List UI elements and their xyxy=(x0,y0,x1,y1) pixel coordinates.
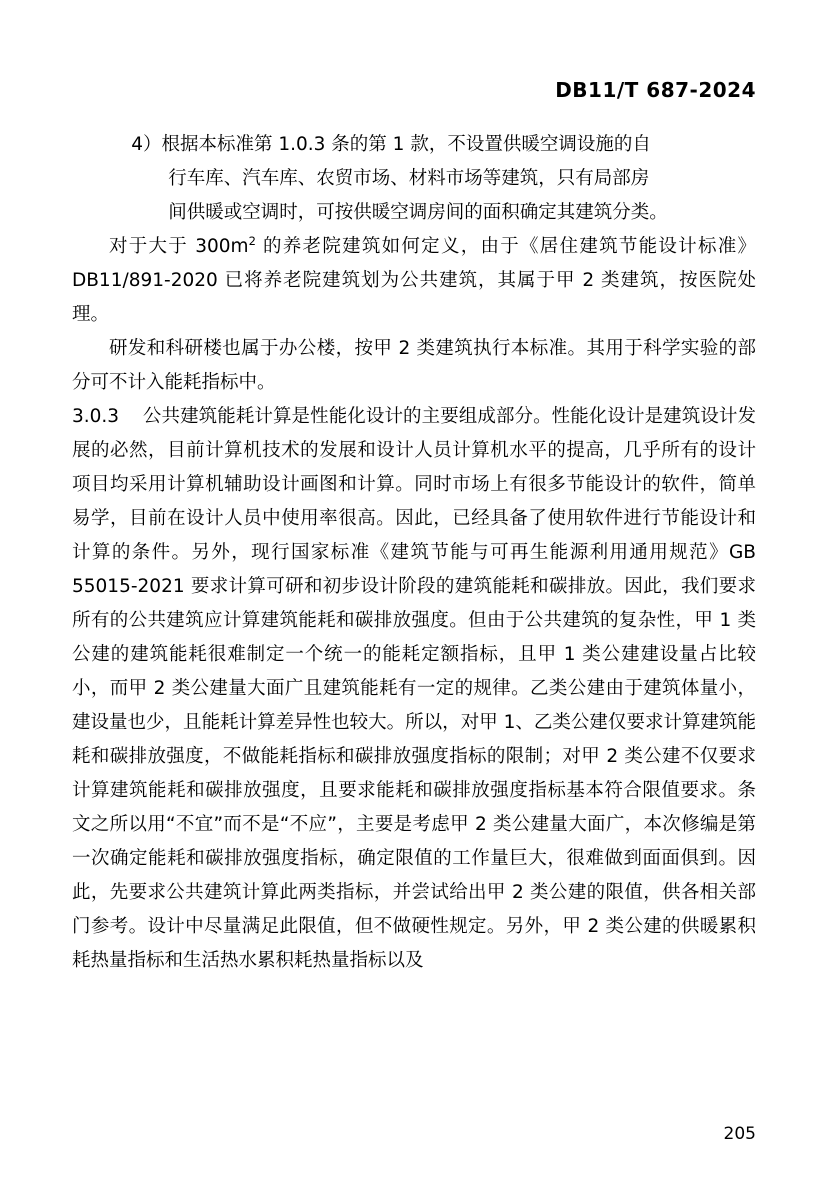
clause-body-text: 公共建筑能耗计算是性能化设计的主要组成部分。性能化设计是建筑设计发展的必然，目前计算机技术的发展和设计人员计算机水平的提高，几乎所有的设计项目均采用计算机辅助设计画图和计算。同时市场上有很多节能设计的软件，简单易学，目前在设计人员中使用率很高。因此，已经具备了使用软件进行节能设计和计算的条件。另外，现行国家标准《建筑节能与可再生能源利用通用规范》GB 55015-2021 要求计算可研和初步设计阶段的建筑能耗和碳排放。因此，我们要求所有的公共建筑应计算建筑能耗和碳排放强度。但由于公共建筑的复杂性，甲 1 类公建的建筑能耗很难制定一个统一的能耗定额指标，且甲 1 类公建建设量占比较小，而甲 2 类公建量大面广且建筑能耗有一定的规律。乙类公建由于建筑体量小，建设量也少，且能耗计算差异性也较大。所以，对甲 1、乙类公建仅要求计算建筑能耗和碳排放强度，不做能耗指标和碳排放强度指标的限制；对甲 2 类公建不仅要求计算建筑能耗和碳排放强度，且要求能耗和碳排放强度指标基本符合限值要求。条文之所以用“不宜”而不是“不应”，主要是考虑甲 2 类公建量大面广，本次修编是第一次确定能耗和碳排放强度指标，确定限值的工作量巨大，很难做到面面俱到。因此，先要求公共建筑计算此两类指标，并尝试给出甲 2 类公建的限值，供各相关部门参考。设计中尽量满足此限值，但不做硬性规定。另外，甲 2 类公建的供暖累积耗热量指标和生活热水累积耗热量指标以及 xyxy=(72,406,756,971)
list-item-4-line3: 间供暖或空调时，可按供暖空调房间的面积确定其建筑分类。 xyxy=(168,202,668,223)
clause-3-0-3 xyxy=(72,400,756,978)
clause-spacer xyxy=(119,406,143,427)
paragraph-nursing-home-pre: 对于大于 300m xyxy=(109,236,249,257)
paragraph-nursing-home-superscript: 2 xyxy=(248,233,256,248)
page-content xyxy=(72,128,756,978)
paragraph-nursing-home xyxy=(72,230,756,332)
clause-number: 3.0.3 xyxy=(72,406,120,427)
paragraph-nursing-home-post: 的养老院建筑如何定义，由于《居住建筑节能设计标准》DB11/891-2020 已将养老院建筑划为公共建筑，其属于甲 2 类建筑，按医院处理。 xyxy=(72,236,756,325)
page-header-standard-code: DB11/T 687-2024 xyxy=(555,78,756,102)
paragraph-research-building: 研发和科研楼也属于办公楼，按甲 2 类建筑执行本标准。其用于科学实验的部分可不计入能耗指标中。 xyxy=(72,338,756,393)
page-number: 205 xyxy=(723,1124,756,1144)
list-item-4-line2: 行车库、汽车库、农贸市场、材料市场等建筑，只有局部房 xyxy=(168,168,650,189)
list-item-4-line1: 4）根据本标准第 1.0.3 条的第 1 款，不设置供暖空调设施的自 xyxy=(131,134,651,155)
